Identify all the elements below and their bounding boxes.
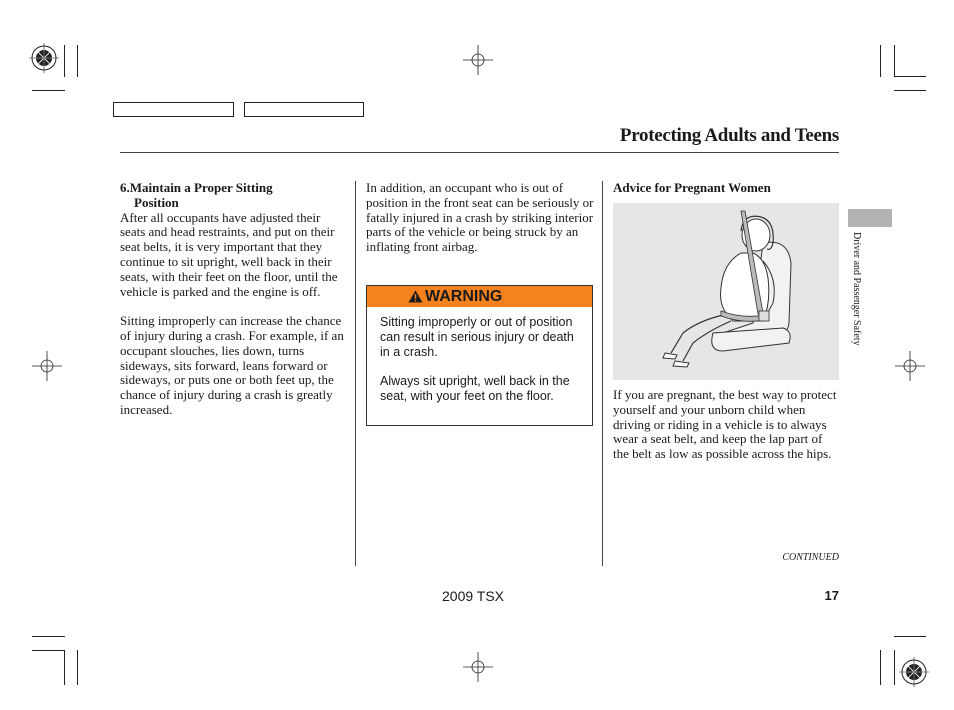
crop-mark (894, 76, 926, 77)
crosshair-mark-icon (32, 351, 62, 381)
crosshair-mark-icon (895, 351, 925, 381)
page-title: Protecting Adults and Teens (619, 125, 839, 146)
crop-mark (32, 90, 65, 91)
header-nav-box (244, 102, 364, 117)
paragraph: Sitting improperly can increase the chance of injury during a crash. For example, if an occupant slouches, lies down, turns sideways, sits forward, leans forward or sideways, or puts one or both feet up, the chance of injury during a crash is greatly increased. (120, 313, 344, 417)
crop-mark (64, 650, 65, 685)
continued-label: CONTINUED (782, 552, 839, 563)
crop-mark (64, 45, 65, 77)
crop-mark (32, 636, 65, 637)
model-label: 2009 TSX (442, 588, 505, 604)
header-nav-box (113, 102, 234, 117)
paragraph: In addition, an occupant who is out of position in the front seat can be seriously or fatally injured in a crash by striking interior parts of the vehicle or being struck by an inflating front airbag. (366, 180, 594, 255)
registration-target-icon (899, 657, 929, 687)
crop-mark (880, 650, 881, 685)
crosshair-mark-icon (463, 652, 493, 682)
page-number: 17 (824, 588, 839, 603)
crop-mark (77, 650, 78, 685)
title-rule (120, 152, 839, 153)
warning-box (366, 285, 593, 426)
column-divider (355, 181, 356, 566)
paragraph: If you are pregnant, the best way to protect yourself and your unborn child when driving or riding in a vehicle is to always wear a seat belt, and keep the lap part of the belt as low as possible across the hips. (613, 387, 837, 462)
crop-mark (894, 636, 926, 637)
crosshair-mark-icon (463, 45, 493, 75)
pregnant-woman-illustration (613, 203, 839, 380)
crop-mark (894, 650, 895, 685)
paragraph: After all occupants have adjusted their seats and head restraints, and put on their seat belts, it is very important that they continue to sit upright, well back in their seats, with their feet on the floor, until the vehicle is parked and the engine is off. (120, 209, 338, 299)
crop-mark (894, 90, 926, 91)
section-heading: 6.Maintain a Proper Sitting (120, 180, 273, 195)
crop-mark (77, 45, 78, 77)
warning-label: WARNING (425, 288, 503, 305)
registration-target-icon (29, 43, 59, 73)
pregnant-woman-seatbelt-icon (613, 203, 839, 380)
section-tab-label (846, 232, 866, 392)
column-3-heading (613, 181, 841, 196)
column-1 (120, 181, 348, 418)
warning-text: Always sit upright, well back in the seat, with your feet on the floor. (380, 374, 570, 403)
warning-text: Sitting improperly or out of position can result in serious injury or death in a crash. (380, 315, 574, 359)
section-heading-cont: Position (134, 194, 179, 210)
section-heading: Advice for Pregnant Women (613, 180, 771, 195)
crop-mark (32, 650, 65, 651)
column-divider (602, 181, 603, 566)
column-3-body (613, 388, 841, 462)
warning-header-bar (367, 286, 592, 307)
section-tab-text: Driver and Passenger Safety (851, 232, 862, 346)
section-tab (848, 209, 892, 227)
crop-mark (894, 45, 895, 77)
column-2 (366, 181, 594, 255)
crop-mark (880, 45, 881, 77)
warning-triangle-icon (408, 290, 423, 303)
